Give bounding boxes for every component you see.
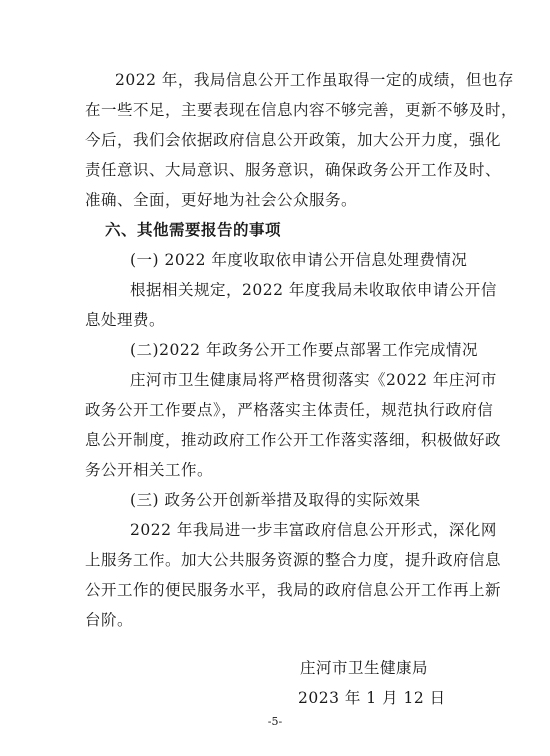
signature-org: 庄河市卫生健康局: [300, 659, 429, 677]
body-line-1: 2022 年，我局信息公开工作虽取得一定的成绩，但也存: [115, 71, 514, 89]
sub2-line-2: 政务公开工作要点》，严格落实主体责任，规范执行政府信: [85, 401, 494, 419]
signature-date: 2023 年 1 月 12 日: [298, 689, 446, 707]
sub3-line-2: 上服务工作。加大公共服务资源的整合力度，提升政府信息: [85, 551, 502, 569]
sub2-title: (二)2022 年政务公开工作要点部署工作完成情况: [130, 341, 478, 359]
sub3-line-1: 2022 年我局进一步丰富政府信息公开形式，深化网: [130, 521, 497, 539]
body-line-5: 准确、全面，更好地为社会公众服务。: [85, 191, 358, 209]
sub2-line-4: 务公开相关工作。: [85, 461, 214, 479]
section-six-heading: 六、其他需要报告的事项: [105, 221, 282, 239]
sub3-line-4: 台阶。: [85, 611, 134, 629]
sub1-line-2: 息处理费。: [85, 311, 166, 329]
sub3-line-3: 公开工作的便民服务水平，我局的政府信息公开工作再上新: [85, 581, 502, 599]
body-line-3: 今后，我们会依据政府信息公开政策，加大公开力度，强化: [85, 131, 502, 149]
sub3-title: (三) 政务公开创新举措及取得的实际效果: [130, 491, 421, 509]
page-number: -5-: [267, 715, 283, 728]
sub2-line-1: 庄河市卫生健康局将严格贯彻落实《2022 年庄河市: [130, 371, 497, 389]
body-line-4: 责任意识、大局意识、服务意识，确保政务公开工作及时、: [85, 161, 502, 179]
sub2-line-3: 息公开制度，推动政府工作公开工作落实落细，积极做好政: [85, 431, 502, 449]
body-line-2: 在一些不足，主要表现在信息内容不够完善，更新不够及时，: [85, 101, 518, 119]
sub1-line-1: 根据相关规定，2022 年度我局未收取依申请公开信: [130, 281, 497, 299]
sub1-title: (一) 2022 年度收取依申请公开信息处理费情况: [130, 251, 468, 269]
